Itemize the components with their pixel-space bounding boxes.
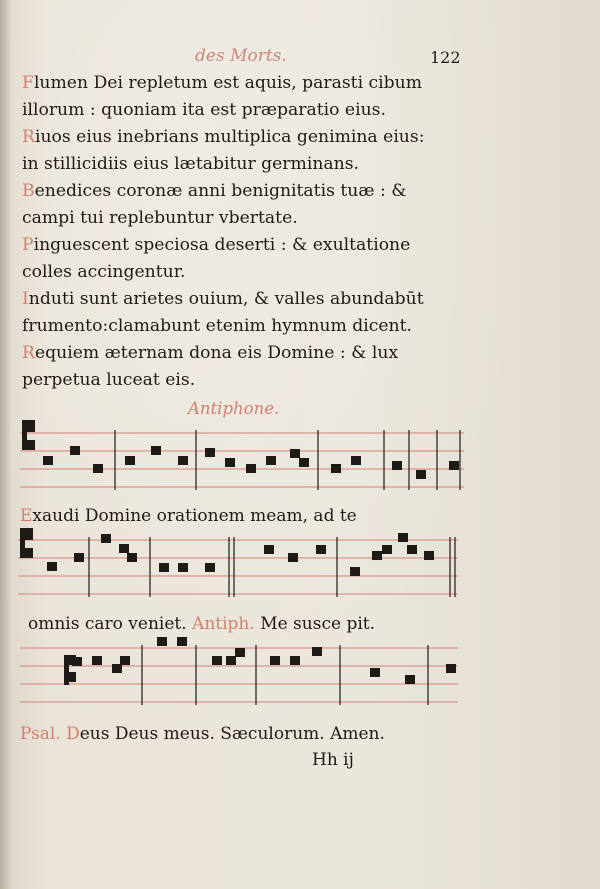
verse-line: enedices coronæ anni benignitatis tuæ : & <box>34 181 407 201</box>
verse-initial: R <box>22 343 35 363</box>
page-number: 122 <box>430 48 461 67</box>
signature-mark: Hh ij <box>312 750 354 770</box>
psalm-initial: D <box>66 724 80 744</box>
verse-line: campi tui replebuntur vbertate. <box>22 208 298 228</box>
verse-initial: B <box>22 181 35 201</box>
psalm-label: Psal. <box>20 724 61 744</box>
lyric-text: xaudi Domine orationem meam, ad te <box>32 506 357 526</box>
verse-initial: F <box>22 73 34 93</box>
verse-line: nduti sunt arietes ouium, & valles abundabūt <box>28 289 424 309</box>
lyric-text: omnis caro veniet. <box>28 614 187 634</box>
verse-line: colles accingentur. <box>22 262 186 282</box>
chant-lyric-line-2 <box>20 506 357 526</box>
antiphon-ref-label: Antiph. <box>192 614 255 634</box>
psalm-text: eus Deus meus. Sæculorum. Amen. <box>79 724 385 744</box>
verse-line: in stillicidiis eius lætabitur germinans. <box>22 154 359 174</box>
antiphon-heading: Antiphone. <box>188 399 280 418</box>
running-head: des Morts. <box>195 46 287 66</box>
verse-line: perpetua luceat eis. <box>22 370 196 390</box>
verse-line: frumento:clamabunt etenim hymnum dicent. <box>22 316 412 336</box>
lyric-initial: E <box>20 506 33 526</box>
verse-line: inguescent speciosa deserti : & exultatione <box>33 235 411 255</box>
psalm-reference <box>20 724 385 744</box>
verse-initial: R <box>22 127 35 147</box>
antiphon-ref-text: Me susce pit. <box>260 614 375 634</box>
verse-line: iuos eius inebrians multiplica genimina eius: <box>34 127 425 147</box>
verse-line: illorum : quoniam ita est præparatio eius. <box>22 100 386 120</box>
verse-line: lumen Dei repletum est aquis, parasti cibum <box>33 73 423 93</box>
verse-line: equiem æternam dona eis Domine : & lux <box>34 343 399 363</box>
verse-initial: P <box>22 235 34 255</box>
chant-lyric-line-3 <box>28 614 375 634</box>
verse-initial: I <box>22 289 29 309</box>
